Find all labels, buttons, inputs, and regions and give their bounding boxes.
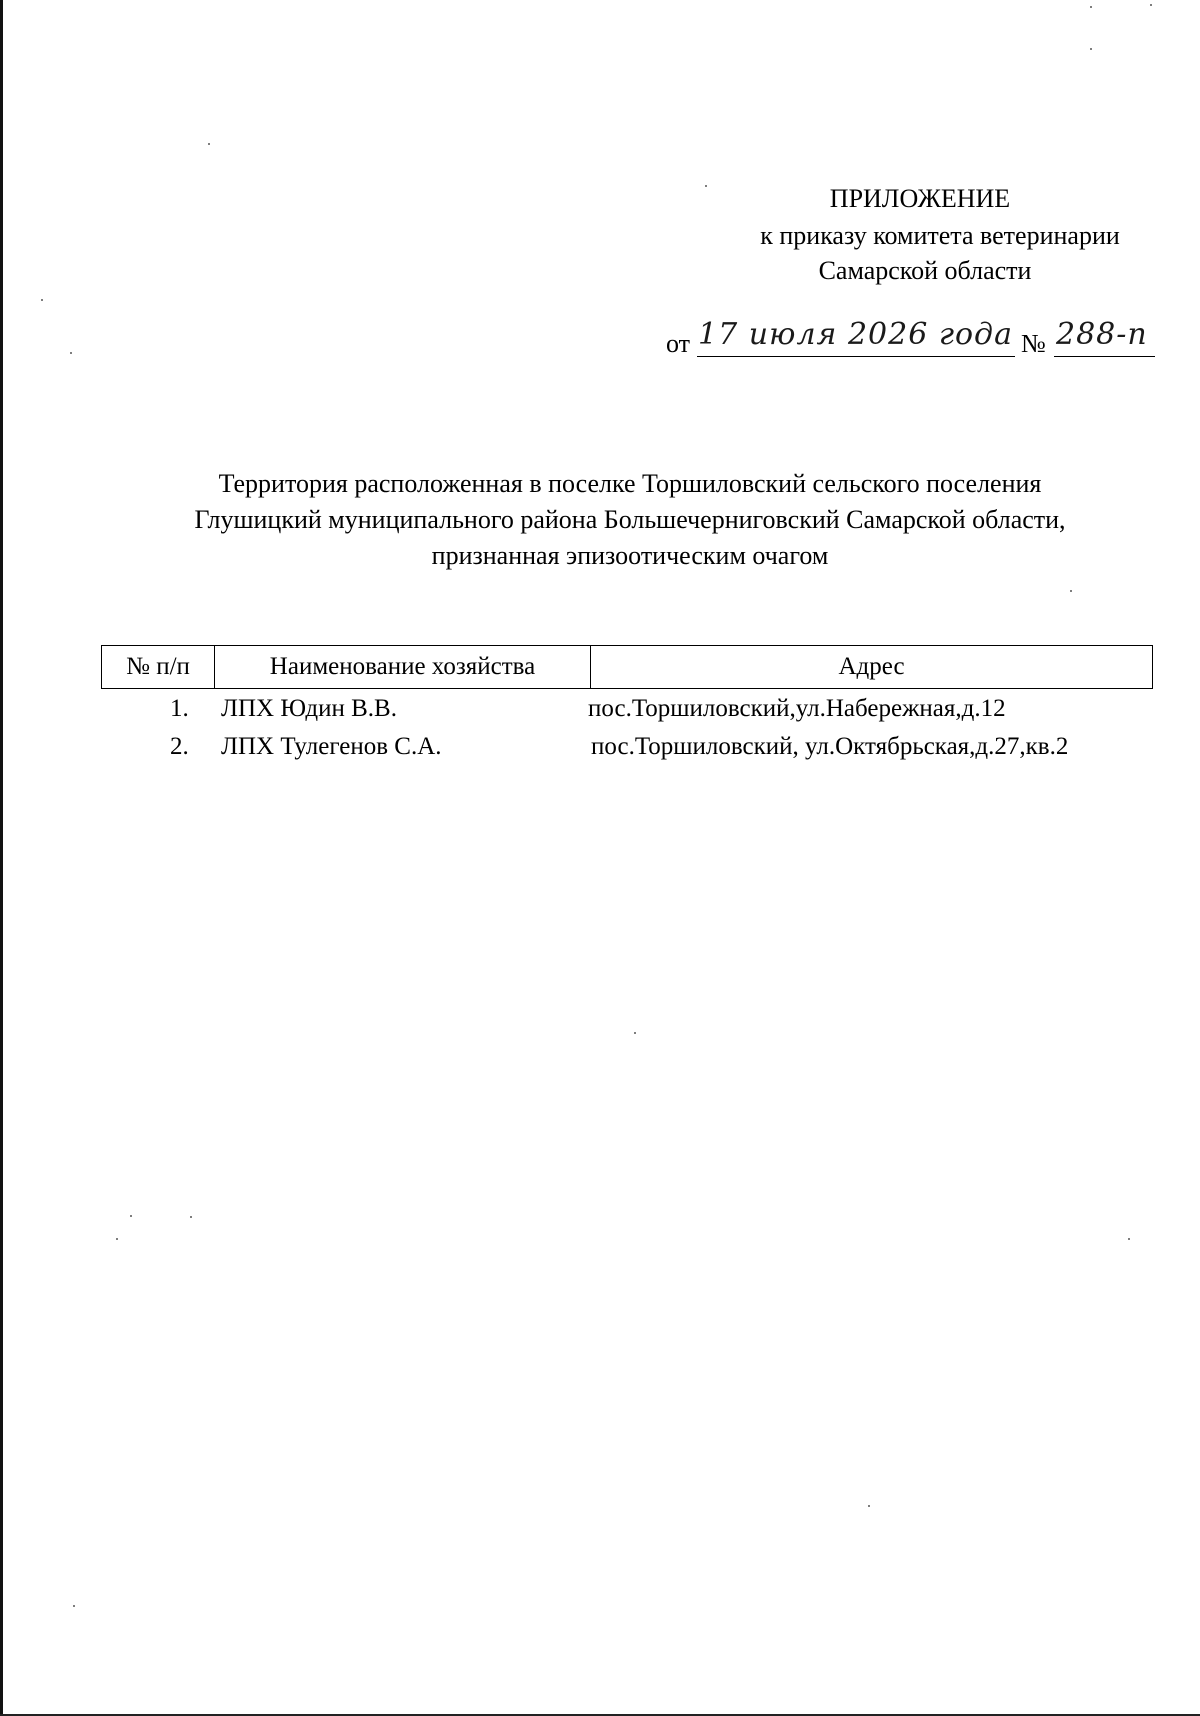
row-address: пос.Торшиловский, ул.Октябрьская,д.27,кв.2 — [591, 733, 1069, 760]
row-number: 1. — [170, 695, 189, 722]
appendix-reference-line1: к приказу комитета ветеринарии — [760, 221, 1120, 250]
number-sign: № — [1021, 329, 1046, 358]
title-line-3: признанная эпизоотическим очагом — [431, 541, 829, 570]
households-table — [101, 645, 1153, 689]
scan-left-edge — [0, 0, 3, 1716]
scan-speck — [634, 1032, 636, 1034]
row-household-name: ЛПХ Тулегенов С.А. — [221, 733, 442, 760]
header-address: Адрес — [591, 646, 1153, 689]
table-row-2 — [0, 732, 1200, 764]
scan-speck — [868, 1505, 870, 1507]
row-number: 2. — [170, 733, 189, 760]
handwritten-number: 288-п — [1056, 317, 1148, 352]
scan-speck — [116, 1238, 118, 1240]
scan-speck — [1090, 48, 1092, 50]
scan-speck — [130, 1215, 132, 1217]
title-line-2: Глушицкий муниципального района Большечерниговский Самарской области, — [194, 505, 1066, 534]
title-line-1: Территория расположенная в поселке Торшиловский сельского поселения — [218, 469, 1042, 498]
row-household-name: ЛПХ Юдин В.В. — [221, 695, 397, 722]
number-underline — [1054, 356, 1155, 357]
handwritten-date: 17 июля 2026 года — [698, 317, 1013, 352]
scan-speck — [1090, 6, 1092, 8]
scan-speck — [1128, 1238, 1130, 1240]
scan-speck — [70, 352, 72, 354]
scan-speck — [41, 299, 43, 301]
date-underline — [697, 356, 1015, 357]
appendix-reference-line2: Самарской области — [818, 256, 1032, 285]
header-household-name: Наименование хозяйства — [215, 646, 591, 689]
scan-speck — [208, 143, 210, 145]
scan-speck — [1070, 590, 1072, 592]
appendix-heading: ПРИЛОЖЕНИЕ — [829, 184, 1011, 213]
table-row-1 — [0, 694, 1200, 726]
header-number: № п/п — [102, 646, 215, 689]
date-prefix: от — [666, 329, 691, 358]
scan-speck — [705, 185, 707, 187]
table-header-row — [102, 646, 1153, 689]
scan-speck — [1150, 4, 1152, 6]
row-address: пос.Торшиловский,ул.Набережная,д.12 — [588, 695, 1006, 722]
scan-speck — [190, 1216, 192, 1218]
scan-speck — [73, 1605, 75, 1607]
